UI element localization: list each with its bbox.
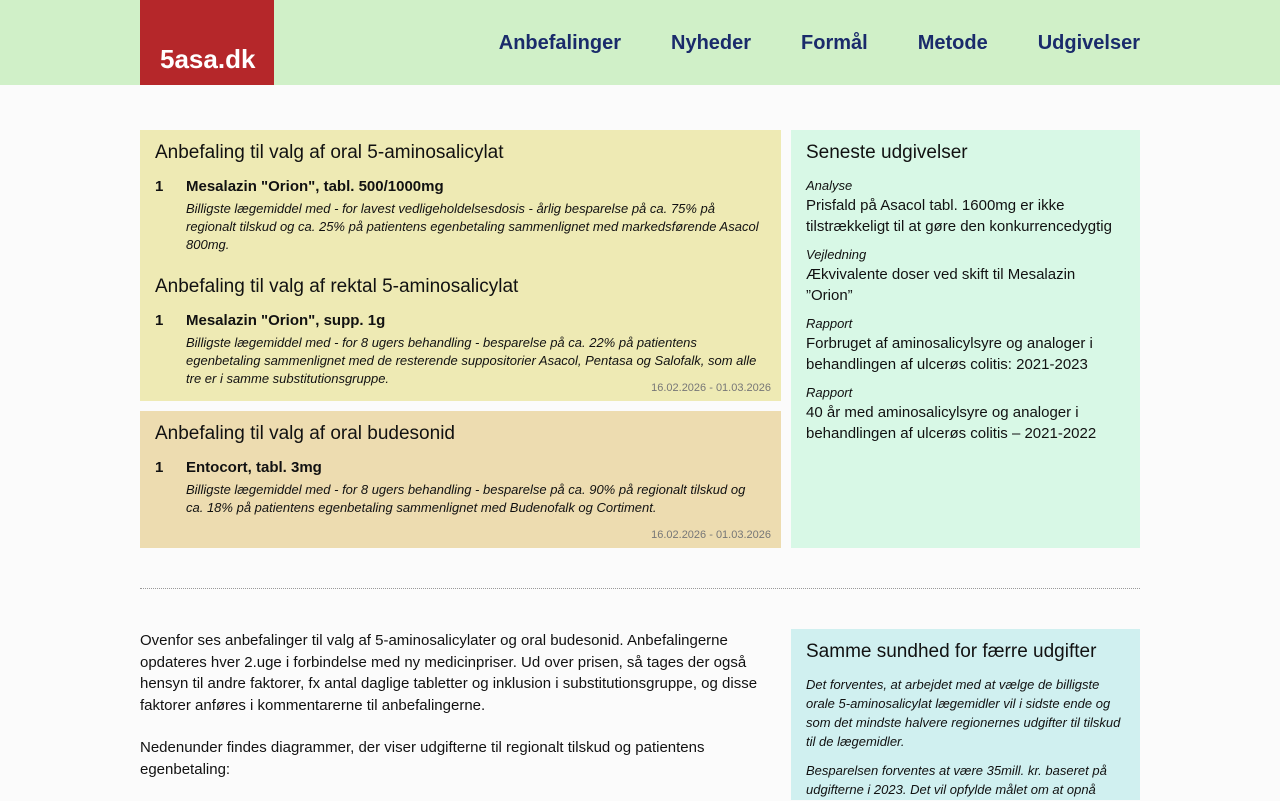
drug-description: Billigste lægemiddel med - for 8 ugers behandling - besparelse på ca. 22% på patientens egenbetaling sammenlignet med de resterende suppositorier Asacol, Pentasa og Salofalk, som alle tre er i samme substitutionsgruppe.	[186, 335, 757, 386]
intro-text	[140, 630, 780, 801]
recommendation-card-5asa	[140, 130, 781, 401]
site-logo[interactable]: 5asa.dk	[140, 0, 274, 85]
main-nav	[499, 32, 1140, 55]
rectal-rec-title: Anbefaling til valg af rektal 5-aminosalicylat	[155, 276, 519, 297]
publication-item[interactable]	[806, 178, 1125, 237]
nav-nyheder[interactable]: Nyheder	[671, 32, 752, 54]
publication-title[interactable]: Prisfald på Asacol tabl. 1600mg er ikke tilstrækkeligt til at gøre den konkurrencedygtig	[806, 197, 1112, 235]
oral-rec-title: Anbefaling til valg af oral 5-aminosalicylat	[155, 142, 504, 163]
drug-name: Mesalazin "Orion", tabl. 500/1000mg	[186, 178, 444, 195]
validity-date: 16.02.2026 - 01.03.2026	[651, 529, 771, 541]
publication-title[interactable]: Forbruget af aminosalicylsyre og analoger i behandlingen af ulcerøs colitis: 2021-2023	[806, 335, 1093, 373]
savings-title: Samme sundhed for færre udgifter	[806, 641, 1097, 662]
latest-publications	[791, 130, 1140, 548]
drug-description: Billigste lægemiddel med - for lavest vedligeholdelsesdosis - årlig besparelse på ca. 75% på regionalt tilskud og ca. 25% på patientens egenbetaling sammenlignet med markedsførende Asacol 800mg.	[186, 201, 759, 252]
validity-date: 16.02.2026 - 01.03.2026	[651, 382, 771, 394]
publication-type: Analyse	[806, 178, 853, 193]
publication-title[interactable]: Ækvivalente doser ved skift til Mesalazin ”Orion”	[806, 266, 1076, 304]
drug-name: Entocort, tabl. 3mg	[186, 459, 322, 476]
nav-metode[interactable]: Metode	[917, 32, 988, 54]
intro-paragraph: Ovenfor ses anbefalinger til valg af 5-aminosalicylater og oral budesonid. Anbefalingerne opdateres hver 2.uge i forbindelse med ny medicinpriser. Ud over prisen, så tages der også hensyn til andre faktorer, fx antal daglige tabletter og inklusion i substitutionsgruppe, og disse faktorer anføres i kommentarerne til anbefalingerne.	[140, 632, 758, 714]
top-bar	[0, 0, 1280, 85]
section-divider	[140, 588, 1140, 589]
rectal-rec-item[interactable]	[155, 312, 766, 388]
rank-number: 1	[155, 312, 164, 329]
drug-name: Mesalazin "Orion", supp. 1g	[186, 312, 386, 329]
publication-type: Vejledning	[806, 247, 867, 262]
publication-title[interactable]: 40 år med aminosalicylsyre og analoger i behandlingen af ulcerøs colitis – 2021-2022	[806, 404, 1097, 442]
publication-type: Rapport	[806, 385, 853, 400]
recommendation-card-budesonid	[140, 411, 781, 548]
publication-item[interactable]	[806, 385, 1125, 444]
publication-item[interactable]	[806, 247, 1125, 306]
drug-description: Billigste lægemiddel med - for 8 ugers behandling - besparelse på ca. 90% på regionalt tilskud og ca. 18% på patientens egenbetaling sammenlignet med Budenofalk og Cortiment.	[186, 482, 746, 515]
savings-paragraph: Det forventes, at arbejdet med at vælge de billigste orale 5-aminosalicylat lægemidler vil i sidste ende og som det mindste halvere regionernes udgifter til tilskud til de lægemidler.	[806, 677, 1121, 749]
rank-number: 1	[155, 459, 164, 476]
nav-anbefalinger[interactable]: Anbefalinger	[498, 32, 622, 54]
oral-rec-item[interactable]	[155, 178, 766, 254]
savings-paragraph: Besparelsen forventes at være 35mill. kr. baseret på udgifterne i 2023. Det vil opfylde målet om at opnå	[806, 763, 1107, 797]
budesonid-rec-title: Anbefaling til valg af oral budesonid	[155, 423, 455, 444]
budesonid-rec-item[interactable]	[155, 459, 766, 517]
latest-title: Seneste udgivelser	[806, 142, 968, 163]
intro-paragraph: Nedenunder findes diagrammer, der viser udgifterne til regionalt tilskud og patientens egenbetaling:	[140, 739, 705, 778]
savings-box	[791, 629, 1140, 800]
nav-udgivelser[interactable]: Udgivelser	[1037, 32, 1140, 54]
publication-type: Rapport	[806, 316, 853, 331]
nav-formaal[interactable]: Formål	[801, 32, 868, 54]
publication-item[interactable]	[806, 316, 1125, 375]
rank-number: 1	[155, 178, 164, 195]
